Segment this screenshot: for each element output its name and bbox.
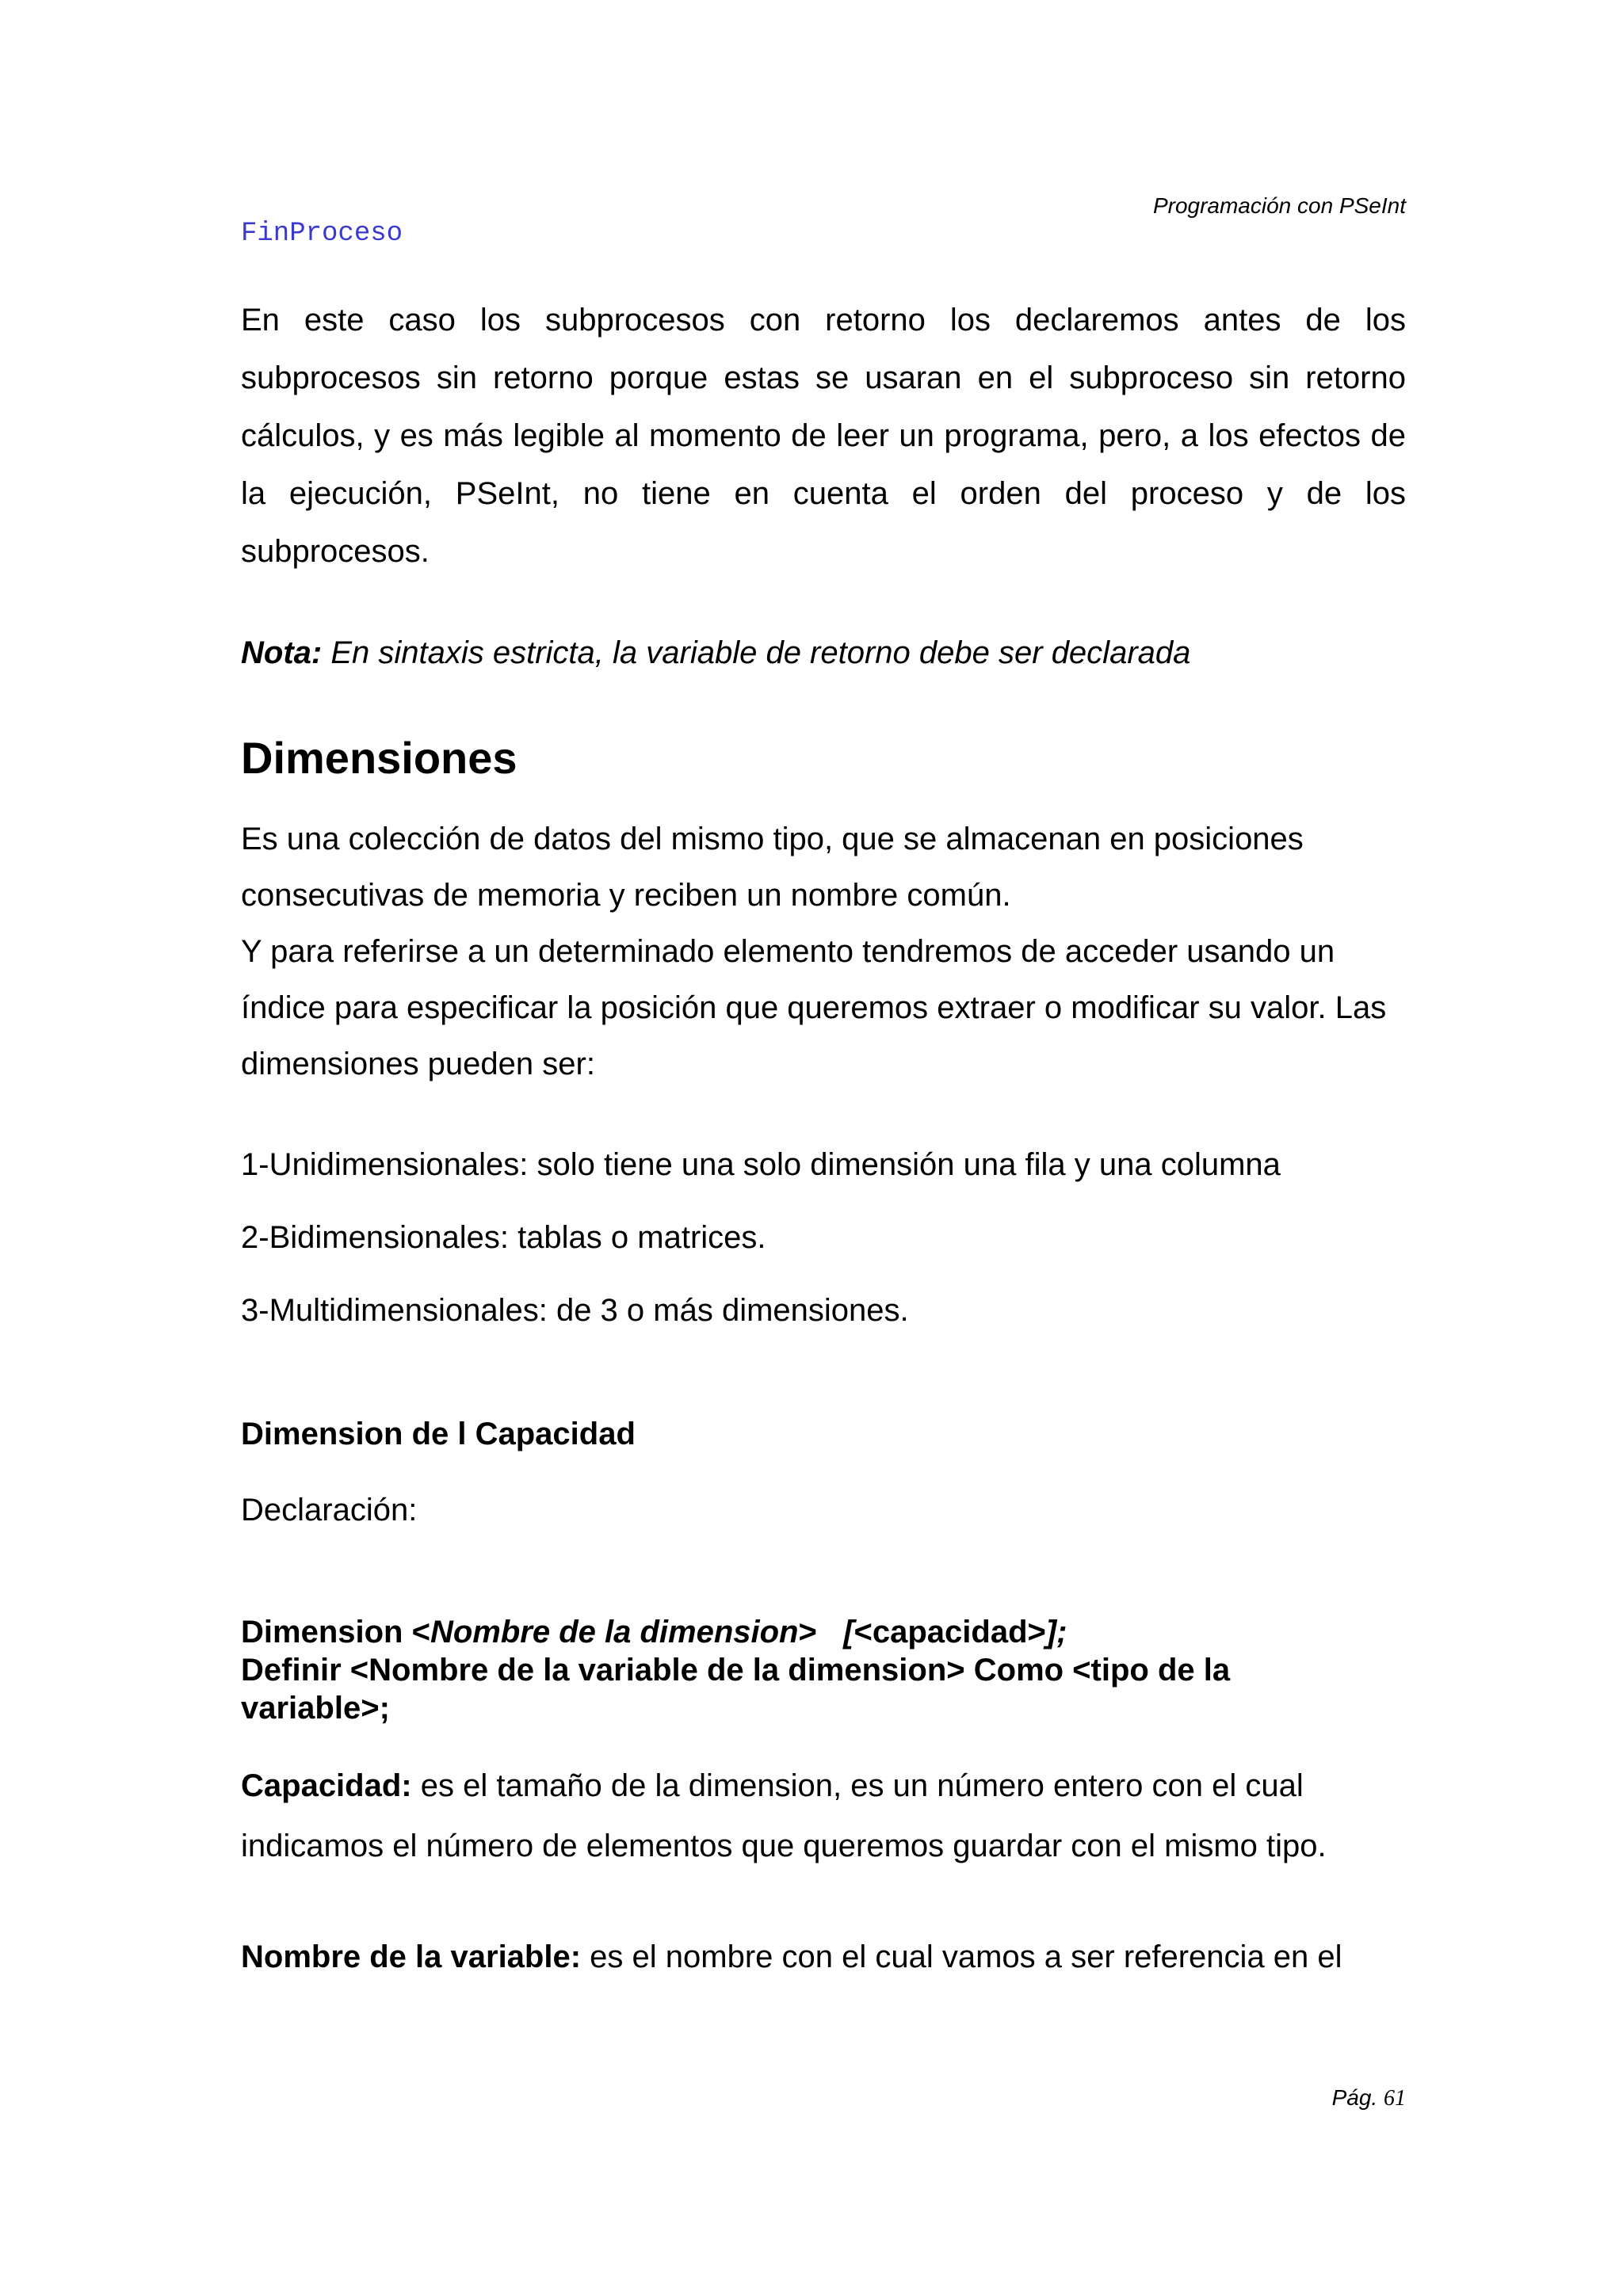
page-number <box>1189 2085 1406 2111</box>
syntax-part: Nombre de la dimension <box>430 1615 799 1650</box>
intro-line: índice para especificar la posición que queremos extraer o modificar su valor. Las <box>241 990 1387 1025</box>
syntax-part: Dimension < <box>241 1615 430 1650</box>
syntax-line-definir: Definir <Nombre de la variable de la dimension> Como <tipo de la variable>; <box>241 1653 1231 1726</box>
syntax-line-dimension <box>241 1613 1406 1651</box>
subsection-heading: Dimension de l Capacidad <box>241 1417 636 1451</box>
section-heading: Dimensiones <box>241 733 517 783</box>
list-item: 3-Multidimensionales: de 3 o más dimensiones. <box>241 1293 909 1328</box>
note-label: Nota: <box>241 635 323 670</box>
syntax-part: > <box>798 1615 844 1650</box>
nombre-variable-label: Nombre de la variable: <box>241 1939 582 1974</box>
syntax-part: [ <box>843 1615 854 1650</box>
note-text: En sintaxis estricta, la variable de retorno debe ser declarada <box>322 635 1191 670</box>
paragraph-text: En este caso los subprocesos con retorno los declaremos antes de los subprocesos sin retorno porque estas se usaran en el subproceso sin retorno cálculos, y es más legible al momento de leer un programa, pero, a los efectos de la ejecución, PSeInt, no tiene en cuenta el orden del proceso y de los subprocesos. <box>241 303 1406 569</box>
syntax-part: ]; <box>1045 1615 1067 1650</box>
running-header: Programación con PSeInt <box>1152 193 1406 218</box>
intro-line: Y para referirse a un determinado elemento tendremos de acceder usando un <box>241 934 1335 969</box>
capacidad-label: Capacidad: <box>241 1768 412 1803</box>
note-paragraph <box>241 635 1406 671</box>
declaration-label: Declaración: <box>241 1493 418 1527</box>
page-prefix: Pág. <box>1331 2085 1384 2110</box>
intro-line: consecutivas de memoria y reciben un nombre común. <box>241 878 1011 913</box>
capacidad-description <box>241 1756 1406 1876</box>
section-intro <box>241 811 1406 1093</box>
intro-line: dimensiones pueden ser: <box>241 1047 595 1081</box>
nombre-variable-description <box>241 1927 1406 1987</box>
capacidad-text: es el tamaño de la dimension, es un número entero con el cual indicamos el número de elementos que queremos guardar con el mismo tipo. <box>241 1768 1327 1863</box>
list-item: 1-Unidimensionales: solo tiene una solo dimensión una fila y una columna <box>241 1147 1281 1182</box>
nombre-variable-text: es el nombre con el cual vamos a ser referencia en el <box>581 1939 1342 1974</box>
page-number-value: 61 <box>1384 2086 1406 2111</box>
syntax-part: <capacidad> <box>854 1615 1046 1650</box>
intro-line: Es una colección de datos del mismo tipo, que se almacenan en posiciones <box>241 822 1304 856</box>
syntax-block <box>241 1613 1406 1727</box>
code-end-process: FinProceso <box>241 219 403 249</box>
list-item: 2-Bidimensionales: tablas o matrices. <box>241 1220 766 1255</box>
body-paragraph <box>241 292 1406 581</box>
